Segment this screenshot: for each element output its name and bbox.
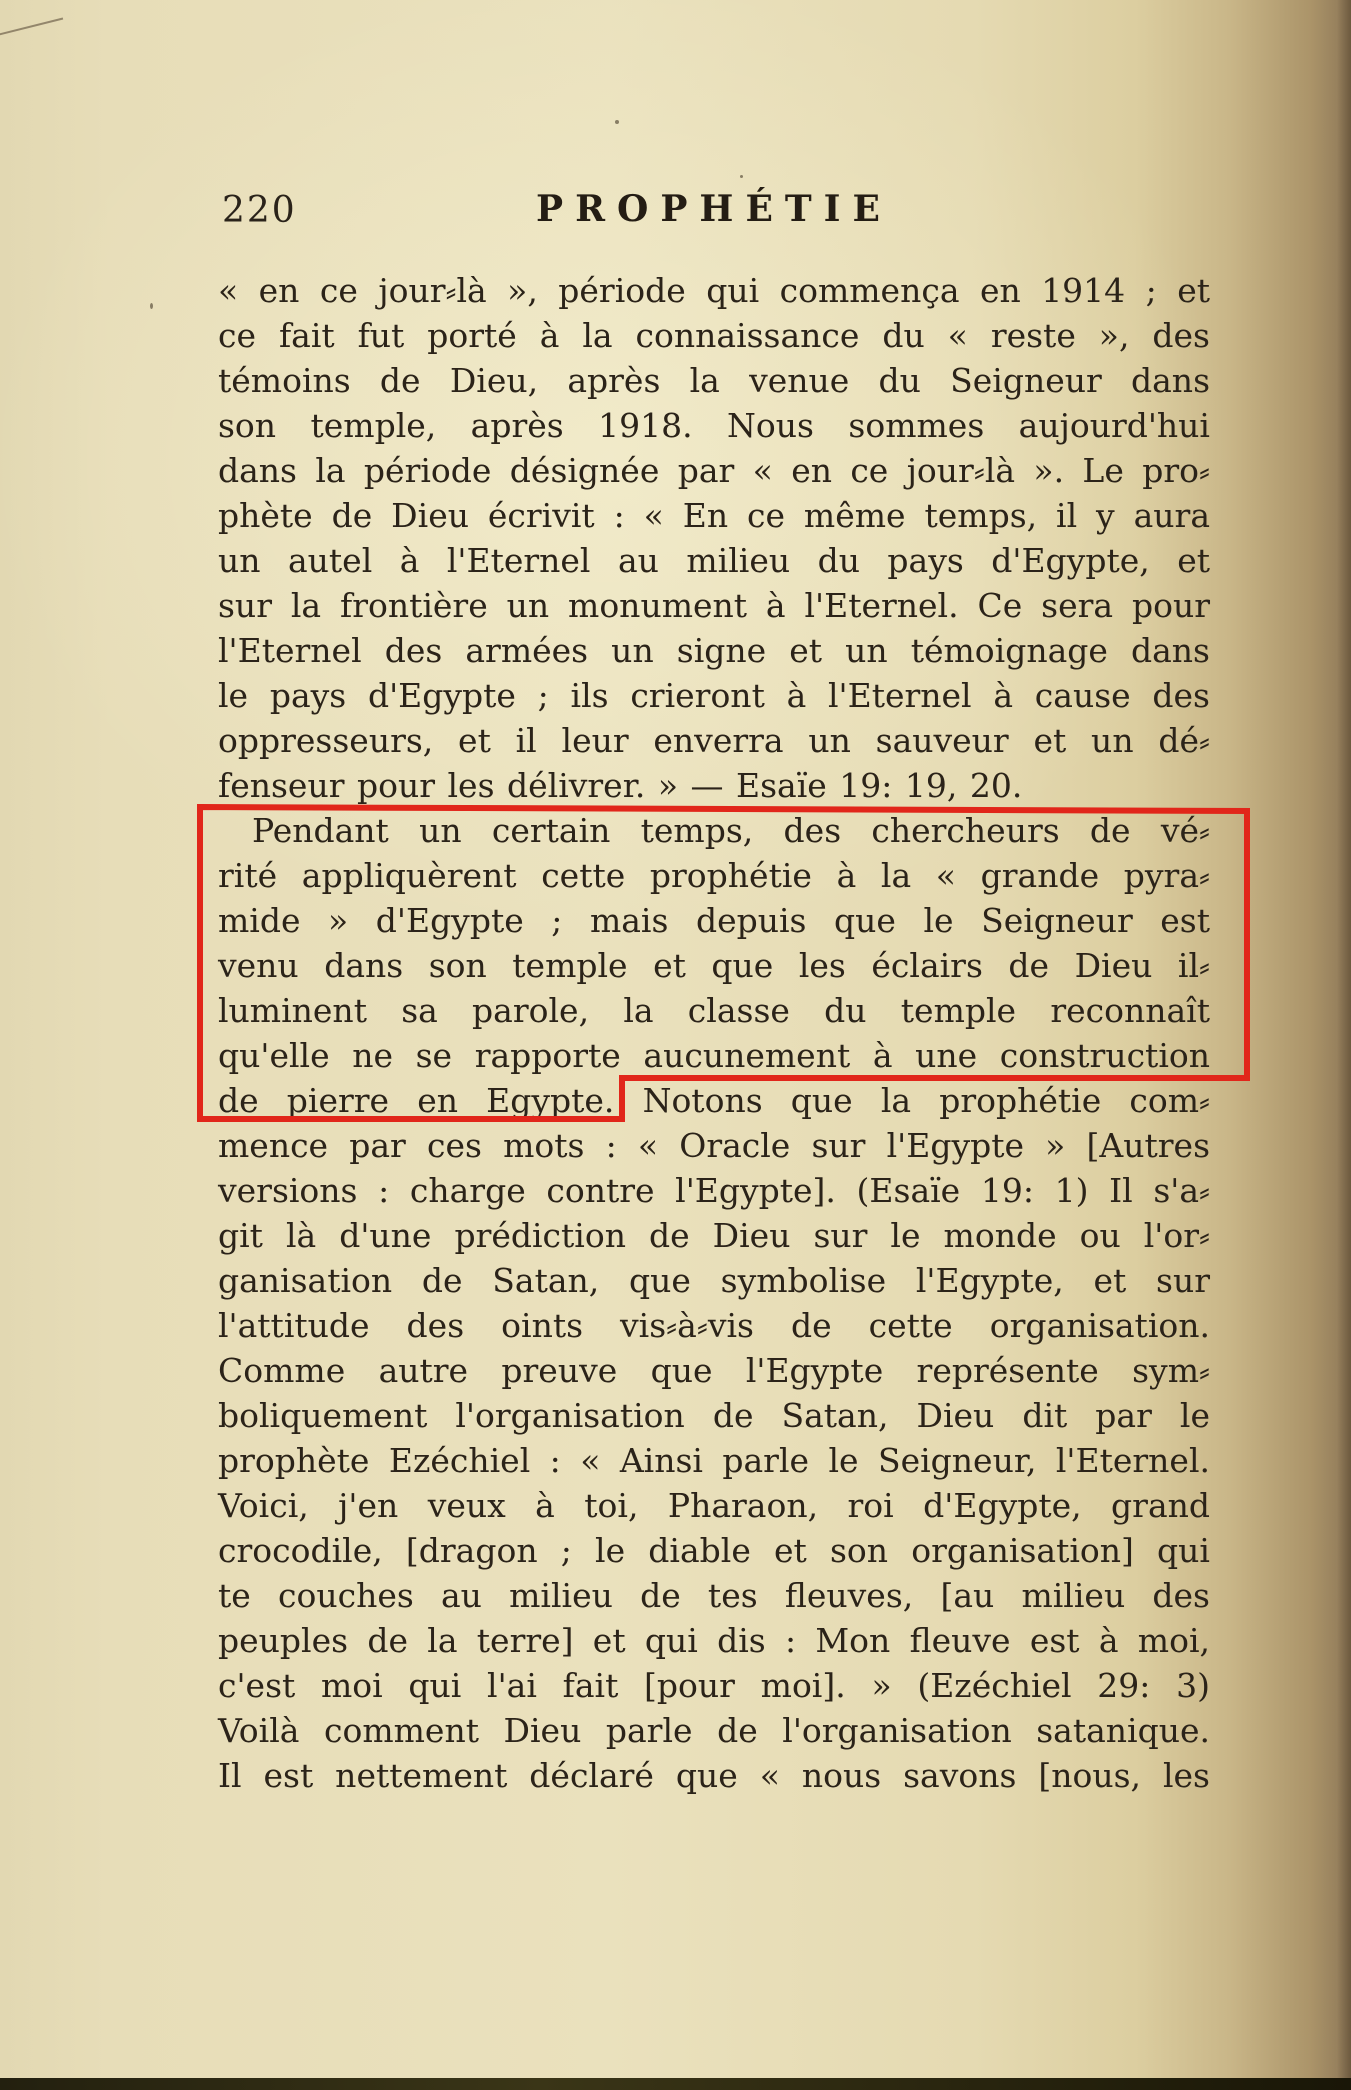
text-line: l'Eternel des armées un signe et un témoignage dans (218, 631, 1210, 670)
text-line: « en ce jour⸗là », période qui commença en 1914 ; et (218, 271, 1210, 310)
text-block (218, 268, 1210, 1798)
text-line: Comme autre preuve que l'Egypte représente sym⸗ (218, 1351, 1210, 1390)
scan-bottom-edge (0, 2078, 1351, 2090)
text-line: te couches au milieu de tes fleuves, [au milieu des (218, 1576, 1210, 1615)
text-line: Pendant un certain temps, des chercheurs de vé⸗ (252, 811, 1210, 850)
paper-speck (740, 175, 743, 178)
text-line: boliquement l'organisation de Satan, Dieu dit par le (218, 1396, 1210, 1435)
text-line: crocodile, [dragon ; le diable et son organisation] qui (218, 1531, 1210, 1570)
text-line: qu'elle ne se rapporte aucunement à une construction (218, 1036, 1210, 1075)
running-header-title: PROPHÉTIE (536, 188, 892, 230)
paper-speck (615, 120, 619, 124)
text-line: oppresseurs, et il leur enverra un sauveur et un dé⸗ (218, 721, 1210, 760)
text-line: Il est nettement déclaré que « nous savons [nous, les (218, 1756, 1210, 1795)
text-line: l'attitude des oints vis⸗à⸗vis de cette organisation. (218, 1306, 1210, 1345)
text-line: rité appliquèrent cette prophétie à la « grande pyra⸗ (218, 856, 1210, 895)
scan-right-edge-shadow (1337, 0, 1351, 2090)
text-line: phète de Dieu écrivit : « En ce même temps, il y aura (218, 496, 1210, 535)
text-line: ce fait fut porté à la connaissance du « reste », des (218, 316, 1210, 355)
text-line: luminent sa parole, la classe du temple reconnaît (218, 991, 1210, 1030)
text-line: venu dans son temple et que les éclairs de Dieu il⸗ (218, 946, 1210, 985)
text-line: ganisation de Satan, que symbolise l'Egypte, et sur (218, 1261, 1210, 1300)
text-line: dans la période désignée par « en ce jour⸗là ». Le pro⸗ (218, 451, 1210, 490)
text-line: un autel à l'Eternel au milieu du pays d'Egypte, et (218, 541, 1210, 580)
text-line: fenseur pour les délivrer. » — Esaïe 19: 19, 20. (218, 766, 1023, 805)
text-line: c'est moi qui l'ai fait [pour moi]. » (Ezéchiel 29: 3) (218, 1666, 1210, 1705)
text-line: Voici, j'en veux à toi, Pharaon, roi d'Egypte, grand (218, 1486, 1210, 1525)
page-number: 220 (222, 190, 297, 231)
text-line: le pays d'Egypte ; ils crieront à l'Eternel à cause des (218, 676, 1210, 715)
text-line: versions : charge contre l'Egypte]. (Esaïe 19: 1) Il s'a⸗ (218, 1171, 1210, 1210)
text-line: prophète Ezéchiel : « Ainsi parle le Seigneur, l'Eternel. (218, 1441, 1210, 1480)
text-line: son temple, après 1918. Nous sommes aujourd'hui (218, 406, 1210, 445)
scan-scratch-mark (0, 18, 63, 37)
text-line: peuples de la terre] et qui dis : Mon fleuve est à moi, (218, 1621, 1210, 1660)
text-line: git là d'une prédiction de Dieu sur le monde ou l'or⸗ (218, 1216, 1210, 1255)
text-line: mence par ces mots : « Oracle sur l'Egypte » [Autres (218, 1126, 1210, 1165)
text-line: Voilà comment Dieu parle de l'organisation satanique. (218, 1711, 1210, 1750)
text-line: de pierre en Egypte. Notons que la prophétie com⸗ (218, 1081, 1210, 1120)
text-line: témoins de Dieu, après la venue du Seigneur dans (218, 361, 1210, 400)
text-line: mide » d'Egypte ; mais depuis que le Seigneur est (218, 901, 1210, 940)
paper-speck (150, 303, 153, 309)
text-line: sur la frontière un monument à l'Eternel. Ce sera pour (218, 586, 1210, 625)
